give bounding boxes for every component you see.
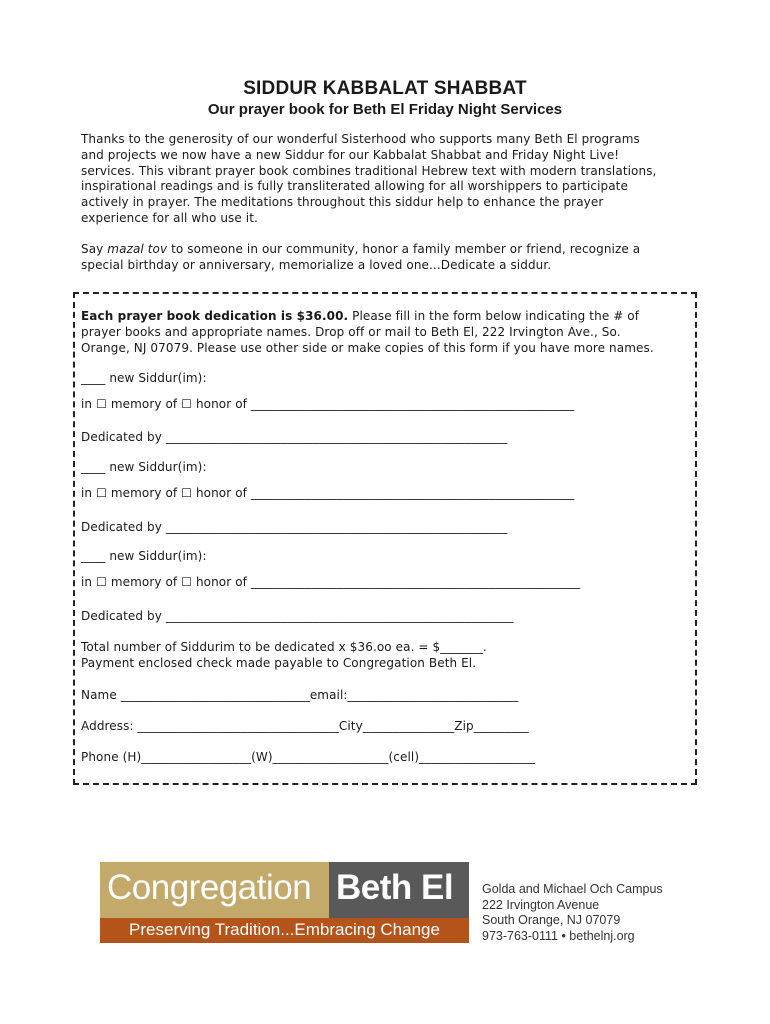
memory-honor-field[interactable] [81, 486, 574, 500]
honor-checkbox[interactable]: ☐ [181, 397, 193, 411]
page-subtitle: Our prayer book for Beth El Friday Night Services [207, 101, 563, 118]
dedication-form-border [73, 292, 697, 785]
memory-honor-field[interactable] [81, 397, 574, 411]
memory-label: memory of [106, 575, 182, 589]
dedicate-line-rest: to someone in our community, honor a family member or friend, recognize a [167, 242, 641, 256]
street-address: 222 Irvington Avenue [482, 897, 600, 912]
in-label: in [81, 397, 97, 411]
payment-note: Payment enclosed check made payable to Congregation Beth El. [81, 656, 477, 670]
name-email-field[interactable]: Name _______________________________email:____________________________ [81, 688, 519, 702]
dedicated-by-field[interactable]: Dedicated by ________________________________________________________ [81, 430, 508, 444]
price-statement: Each prayer book dedication is $36.00. [81, 309, 349, 323]
honor-label: honor of [192, 397, 251, 411]
city-state-zip: South Orange, NJ 07079 [482, 913, 621, 927]
phone-field[interactable]: Phone (H)__________________(W)___________________(cell)___________________ [81, 750, 536, 764]
total-field[interactable]: Total number of Siddurim to be dedicated x $36.oo ea. = $_______. [81, 640, 487, 654]
logo-beth-el-text: Beth El [336, 868, 454, 907]
in-label: in [81, 575, 97, 589]
intro-line: and projects we now have a new Siddur for our Kabbalat Shabbat and Friday Night Live! [81, 147, 620, 162]
honor-label: honor of [192, 486, 251, 500]
say-text: Say [81, 242, 108, 256]
honoree-blank[interactable]: ______________________________________________________ [250, 575, 581, 589]
page-title: SIDDUR KABBALAT SHABBAT [243, 78, 527, 99]
dedicate-line: special birthday or anniversary, memorialize a loved one...Dedicate a siddur. [81, 257, 552, 272]
instruction-text: Please fill in the form below indicating the # of [348, 309, 640, 323]
logo-tagline: Preserving Tradition...Embracing Change [129, 920, 440, 939]
intro-line: services. This vibrant prayer book combines traditional Hebrew text with modern translations, [81, 163, 657, 178]
dedicate-paragraph [81, 242, 701, 274]
honoree-blank[interactable]: _____________________________________________________ [250, 486, 575, 500]
mazal-tov-text: mazal tov [107, 242, 168, 256]
siddur-count-field[interactable]: ____ new Siddur(im): [81, 371, 207, 385]
siddur-count-field[interactable]: ____ new Siddur(im): [81, 460, 207, 474]
form-instructions [81, 308, 693, 356]
intro-line: actively in prayer. The meditations throughout this siddur help to enhance the prayer [81, 195, 604, 210]
logo-congregation-text: Congregation [107, 868, 312, 907]
memory-label: memory of [106, 486, 182, 500]
honor-checkbox[interactable]: ☐ [181, 486, 193, 500]
memory-checkbox[interactable]: ☐ [96, 486, 107, 500]
instruction-text: prayer books and appropriate names. Drop off or mail to Beth El, 222 Irvington Ave., So. [81, 325, 621, 339]
phone-website: 973-763-0111 • bethelnj.org [482, 928, 635, 943]
contact-address [482, 882, 663, 944]
memory-checkbox[interactable]: ☐ [96, 397, 107, 411]
address-field[interactable]: Address: _________________________________City_______________Zip_________ [81, 719, 529, 733]
siddur-count-field[interactable]: ____ new Siddur(im): [81, 549, 207, 563]
honor-checkbox[interactable]: ☐ [181, 575, 193, 589]
honoree-blank[interactable]: _____________________________________________________ [250, 397, 575, 411]
campus-name: Golda and Michael Och Campus [482, 882, 663, 896]
in-label: in [81, 486, 97, 500]
intro-line: experience for all who use it. [81, 210, 258, 225]
memory-honor-field[interactable] [81, 575, 580, 589]
honor-label: honor of [192, 575, 251, 589]
dedicated-by-field[interactable]: Dedicated by _________________________________________________________ [81, 609, 514, 623]
intro-paragraph [81, 132, 701, 227]
dedicated-by-field[interactable]: Dedicated by ________________________________________________________ [81, 520, 508, 534]
intro-line: inspirational readings and is fully transliterated allowing for all worshippers to participate [81, 179, 628, 194]
memory-checkbox[interactable]: ☐ [96, 575, 107, 589]
instruction-text: Orange, NJ 07079. Please use other side or make copies of this form if you have more names. [81, 341, 654, 355]
memory-label: memory of [106, 397, 182, 411]
intro-line: Thanks to the generosity of our wonderful Sisterhood who supports many Beth El programs [81, 132, 640, 146]
